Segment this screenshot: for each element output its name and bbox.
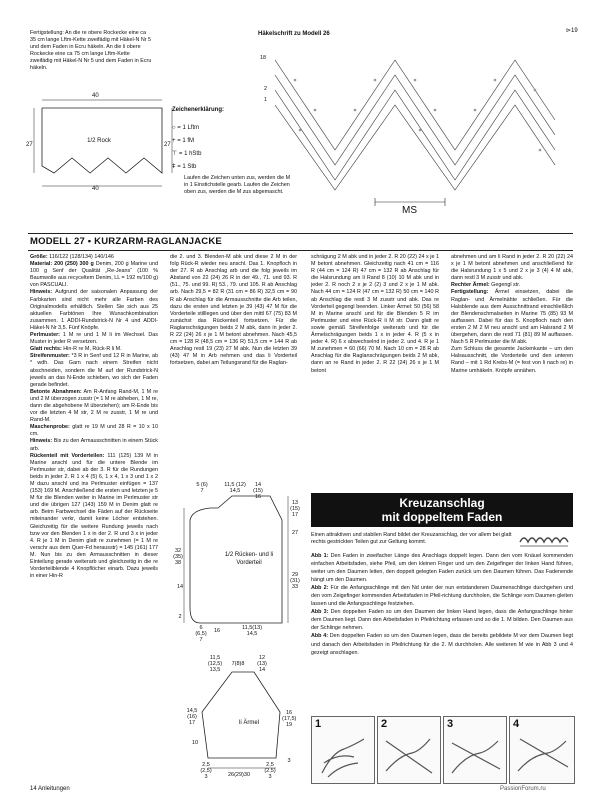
single-crochet-icon: + <box>172 138 176 144</box>
rock-height-left: 27 <box>26 142 33 148</box>
sleeve-left-label-1: 14,5 (16) 17 <box>186 708 198 726</box>
crochet-title: Häkelschrift zu Modell 26 <box>258 31 330 37</box>
illustration-panel-3: 3 <box>443 716 507 784</box>
column-1: Größe: 116/122 (128/134) 140/146 Material: 200 (250) 300 g Denim, 200 g Marine und 100 g Senf der Qualität „Re-Jeans“ (100 % Baumwolle aus recyceltem Denim, LL = 192 m/100 g) von PASCUALI. Hinweis: Aufgrund der saisonalen Anpassung der Farbkarten sind nicht mehr alle Farben des Originalmodells erhältlich. Stellen Sie sich aus 25 aktuellen Farbtönen Ihre Wunschkombination zusammen. 1 ADDI-Rundstrick-N Nr 4 und ADDI-Häkel-N Nr 3,5. Fünf Knöpfe. Perlmuster: 1 M re und 1 M li im Wechsel. Das Muster in jeder R versetzen. Glatt rechts: Hin-R re M, Rück-R li M. Streifenmuster: *3 R in Senf und 12 R in Marine, ab * wdh. Das Garn nach einem Streifen nicht abschneiden, sondern die M auf der Rundstrick-N jeweils an das N-Ende schieben, wo sich der Faden gerade befindet. Betonte Abnahmen: Am R-Anfang Rand-M, 1 M re und 2 M überzogen zusstr (= 1 M re abheben, 1 M re, dann die abgehobene M überziehen); am R-Ende bis vor die letzten 4 M str, 2 M re zusstr, 1 M re und Rand-M. Maschenprobe: glatt re 19 M und 28 R = 10 x 10 cm. Hinweis: Bis zu den Armausschnitten in einem Stück arb. Rückenteil mit Vorderteilen: 111 (125) 139 M in Marine anschl und für die untere Blende im Perlmuster str, dabei ab der 3. R für die Rundungen beids in jeder 2. R 1 x 4 (5) 6, 1 x 4, 1 x 3 und 1 x 2 M dazu anschl und ins Perlmuster einfügen = 137 (153) 169 M. Anschließend die ersten und letzten je 5 M für die Blenden weiter in Marine im Perlmuster str und die übrigen 127 (143) 159 M in Denim glatt re arb. Beim Farbwechsel die Fäden auf der Rückseite miteinander verkr, damit keine Löcher entstehen. Gleichzeitig für die weitere Rundung jeweils nach bzw vor den Blenden 1 x in der 2. R und 3 x in jeder 4. R je 1 M in Denim glatt re zunehmen (= 1 M re verschr aus dem Quer-Fd herausstr) = 145 (161) 177 M. Nun bis zu den Armausschnitten in dieser Einteilung gerade weiterarb und gleichzeitig in die re Vorderteilblende 4 Knopflöcher einarb. Dazu jeweils in einer Hin-R <box>30 254 158 580</box>
page-number-top: ⊳19 <box>566 28 578 34</box>
kreuz-steps: Abb 1: Den Faden in zweifacher Länge des Anschlags doppelt legen. Dann den vom Knäuel kommenden einfachen Arbeitsfaden, siehe Pfeil, um den kleinen Finger und um den Zeigefinger der linken Hand führen, weiter um den Daumen leiten, den doppelt gelegten Faden zurück um den Daumen führen. Das Fadenende hängt um den Daumen. Abb 2: Für die Anfangsschlinge mit den Nd unter der nun entstandenen Daumenschlinge durchgehen und den vom Zeigefinger kommenden Arbeitsfaden in Pfeil-richtung durchholen, die Schlinge vom Daumen gleiten lassen und die Anfangsschlinge festziehen. Abb 3: Den doppelten Faden so um den Daumen der linken Hand legen, dass die Anfangsschlinge hinter dem Daumen liegt. Dann den Arbeitsfaden in Pfeilrichtung erfassen und so die 1. M bilden. Den Daumen aus der Schlinge nehmen. Abb 4: Den doppelten Faden so um den Daumen legen, dass die bereits gebildete M vor dem Daumen liegt und danach den Arbeitsfaden in Pfeilrichtung für die 2. M durchholen. Alle weiteren M wie in Abb 3 und 4 gezeigt anschlagen. <box>311 553 573 656</box>
kreuzanschlag-box <box>311 493 573 527</box>
fertigstellung-text: Fertigstellung: An die re obere Rockecke eine ca 35 cm lange Lftm-Kette zweifädig mit Häkel-N Nr 5 und dem Faden in Ecru häkeln. An die li obere Rockecke eine ca 75 cm lange Lftm-Kette zweifädig mit Häkel-N Nr 5 und dem Faden in Ecru häkeln. <box>30 30 152 72</box>
row-label-2: 2 <box>264 86 267 92</box>
crochet-chart <box>255 40 575 220</box>
body-top-label-3: 14 (15) 16 <box>253 482 263 500</box>
sleeve-top-label-1: 11,5 (12,5) 13,5 <box>207 655 223 673</box>
rock-top-width: 40 <box>92 93 99 99</box>
column-2: die 2. und 3. Blenden-M abk und diese 2 M in der folg Rück-R wieder neu anschl. Das 1. Knopfloch in der 27. R ab Anschlag arb und die folg jeweils im Abstand von 22 (24) 26 R in der 49., 71. und 93. R (51., 75. und 99. R) 53., 79. und 105. R ab Anschlag arb. Nach 29,5 = 82 R (31 cm = 86 R) 32,5 cm = 90 R ab Anschlag für die Armausschnitte die Arb teilen, dazu die ersten und letzten je 39 (43) 47 M für die Vorderteile stilllegen und über den mittl 67 (75) 83 M zunächst das Rückenteil fortsetzen. Für die Raglanschrägungen beids 2 M abk, dann in jeder 2. R 22 (24) 26 x je 1 M betont abnehmen. Nach 45,5 cm = 128 R (48,5 cm = 136 R) 51,5 cm = 144 R ab Anschlag restl 19 (23) 27 M abk. Nun die letzten 39 (43) 47 M in Arb nehmen und das li Vorderteil fortsetzen, dabei am Teilungsrand für die Raglan- <box>170 254 297 367</box>
kreuz-intro: Einen attraktiven und stabilen Rand bildet der Kreuzanschlag, der vor allem bei glatt rechts gestrickten Teilen gut zur Geltung kommt. <box>311 532 512 546</box>
legend-title: Zeichenerklärung: <box>172 107 225 113</box>
sleeve-right-label-1: 16 (17,5) 19 <box>282 710 297 728</box>
ms-label: MS <box>402 205 417 216</box>
row-label-1: 1 <box>264 97 267 103</box>
body-right-label-1: 13 (15) 17 <box>290 500 300 518</box>
column-3: schrägung 2 M abk und in jeder 2. R 20 (22) 24 x je 1 M betont abnehmen. Gleichzeitig nach 41 cm = 116 R (44 cm = 124 R) 47 cm = 132 R ab Anschlag für die Halsrundung am li Rand 8 (10) 10 M abk und in jeder 2. R noch 2 x je 2 (2) 3 und 2 x je 1 M abk. Nach 44 cm = 124 R (47 cm = 132 R) 50 cm = 140 R ab Anschlag die restl 3 M zusstr und abk. Das re Vorderteil gegengl beenden. Linker Ärmel: 50 (56) 58 M in Marine anschl und für die Blenden 5 R im Perlmuster und eine Rück-R li M str. Dann glatt re sowie gemäß Streifenfolge weiterarb und für die Ärmelschrägungen beids 1 x in jeder 4. R (5 x in jeder 4. R) 6 x abwechselnd in jeder 2. und 4. R je 1 M zunehmen = 60 (66) 70 M. Nach 10 cm = 28 R ab Anschlag für die Raglanschrägungen beids 2 M abk, dann an re Rand in jeder 2. R 22 (24) 26 x je 1 M betont <box>311 254 439 374</box>
rock-height-right: 27 <box>164 142 171 148</box>
sleeve-bottom-label-3: 2,5 (2,5) 3 <box>264 762 276 780</box>
body-label: 1/2 Rücken- und li Vorderteil <box>224 552 274 566</box>
legend-note: Laufen die Zeichen unten zus, werden die M in 1 Einstichstelle gearb. Laufen die Zeichen oben zus, werden die M zus abgemascht. <box>184 175 291 196</box>
sleeve-left-label-2: 10 <box>191 740 199 746</box>
sleeve-right-label-2: 3 <box>287 758 291 764</box>
footer-right: PassionForum.ru <box>500 786 546 792</box>
footer-left: 14 Anleitungen <box>30 786 70 792</box>
sleeve-label: li Ärmel <box>238 720 259 726</box>
body-bottom-label-1: 6 (6,5) 7 <box>195 625 207 643</box>
body-right-label-3: 29 (31) 33 <box>290 572 300 590</box>
sleeve-bottom-label-1: 2,5 (2,5) 3 <box>200 762 212 780</box>
illustration-panel-1: 1 <box>311 716 375 784</box>
illustration-panel-4: 4 <box>509 716 575 784</box>
sleeve-top-label-3: 12 (13) 14 <box>257 655 267 673</box>
hand-needle-icon <box>448 733 502 779</box>
body-bottom-label-2: 16 <box>213 628 221 634</box>
sleeve-top-label-2: 7(8)8 <box>231 661 245 667</box>
kreuzanschlag-title: Kreuzanschlag mit doppeltem Faden <box>311 493 573 527</box>
body-left-label-1: 32 (35) 38 <box>173 548 183 566</box>
chain-stitch-icon: ○ <box>172 125 176 131</box>
column-4: abnehmen und am li Rand in jeder 2. R 20 (22) 24 x je 1 M betont abnehmen und anschließend für die Halsrundung 1 x 5 und 2 x je 3 (4) 4 M abk, dann restl 3 M zusstr und abk. Rechter Ärmel: Gegengl str. Fertigstellung: Ärmel einsetzen, dabei die Raglan- und Ärmelnähte schließen. Für die Halsblende aus dem Ausschnittrand einschließlich der Blendenschmalseiten in Marine 75 (85) 93 M auffassen. Dabei für das 5. Knopfloch nach den ersten 2 M 2 M neu anschl und am Halsrand 2 M übergehen, dann die restl 71 (81) 89 M auffassen. Nach 5 R Perlmuster die M abk. Zum Schluss die gesamte Jackenkante – um den Halsausschnitt, die Vorderteile und den unteren Rand – mit 1 Rd Krebs-M (= fest von li nach re) in Marine umhäkeln. Knöpfe annähen. <box>451 254 573 374</box>
model-heading: MODELL 27 • KURZARM-RAGLANJACKE <box>30 236 222 247</box>
rock-label: 1/2 Rock <box>87 138 111 144</box>
body-right-label-2: 27 <box>291 530 299 536</box>
rock-bottom-width: 40 <box>92 186 99 192</box>
double-crochet-icon: ǂ <box>172 164 176 170</box>
body-left-label-2: 14 <box>176 584 184 590</box>
body-top-label-1: 5 (6) 7 <box>196 482 208 494</box>
illustration-panel-2: 2 <box>377 716 441 784</box>
hand-needle-icon <box>514 733 570 779</box>
body-left-label-3: 2 <box>178 614 182 620</box>
hand-needle-icon <box>382 733 436 779</box>
legend-list: ○ = 1 Lftm + = 1 fM ⊤ = 1 hStb ǂ = 1 Stb <box>172 125 202 170</box>
cast-on-sample-icon <box>518 530 573 552</box>
sleeve-bottom-label-2: 26(29)30 <box>227 772 251 778</box>
half-double-icon: ⊤ <box>172 151 178 157</box>
hand-icon <box>316 733 370 779</box>
body-bottom-label-3: 11,5(13) 14,5 <box>241 625 263 637</box>
row-label-18: 18 <box>260 55 266 61</box>
body-top-label-2: 11,5 (12) 14,5 <box>224 482 246 494</box>
